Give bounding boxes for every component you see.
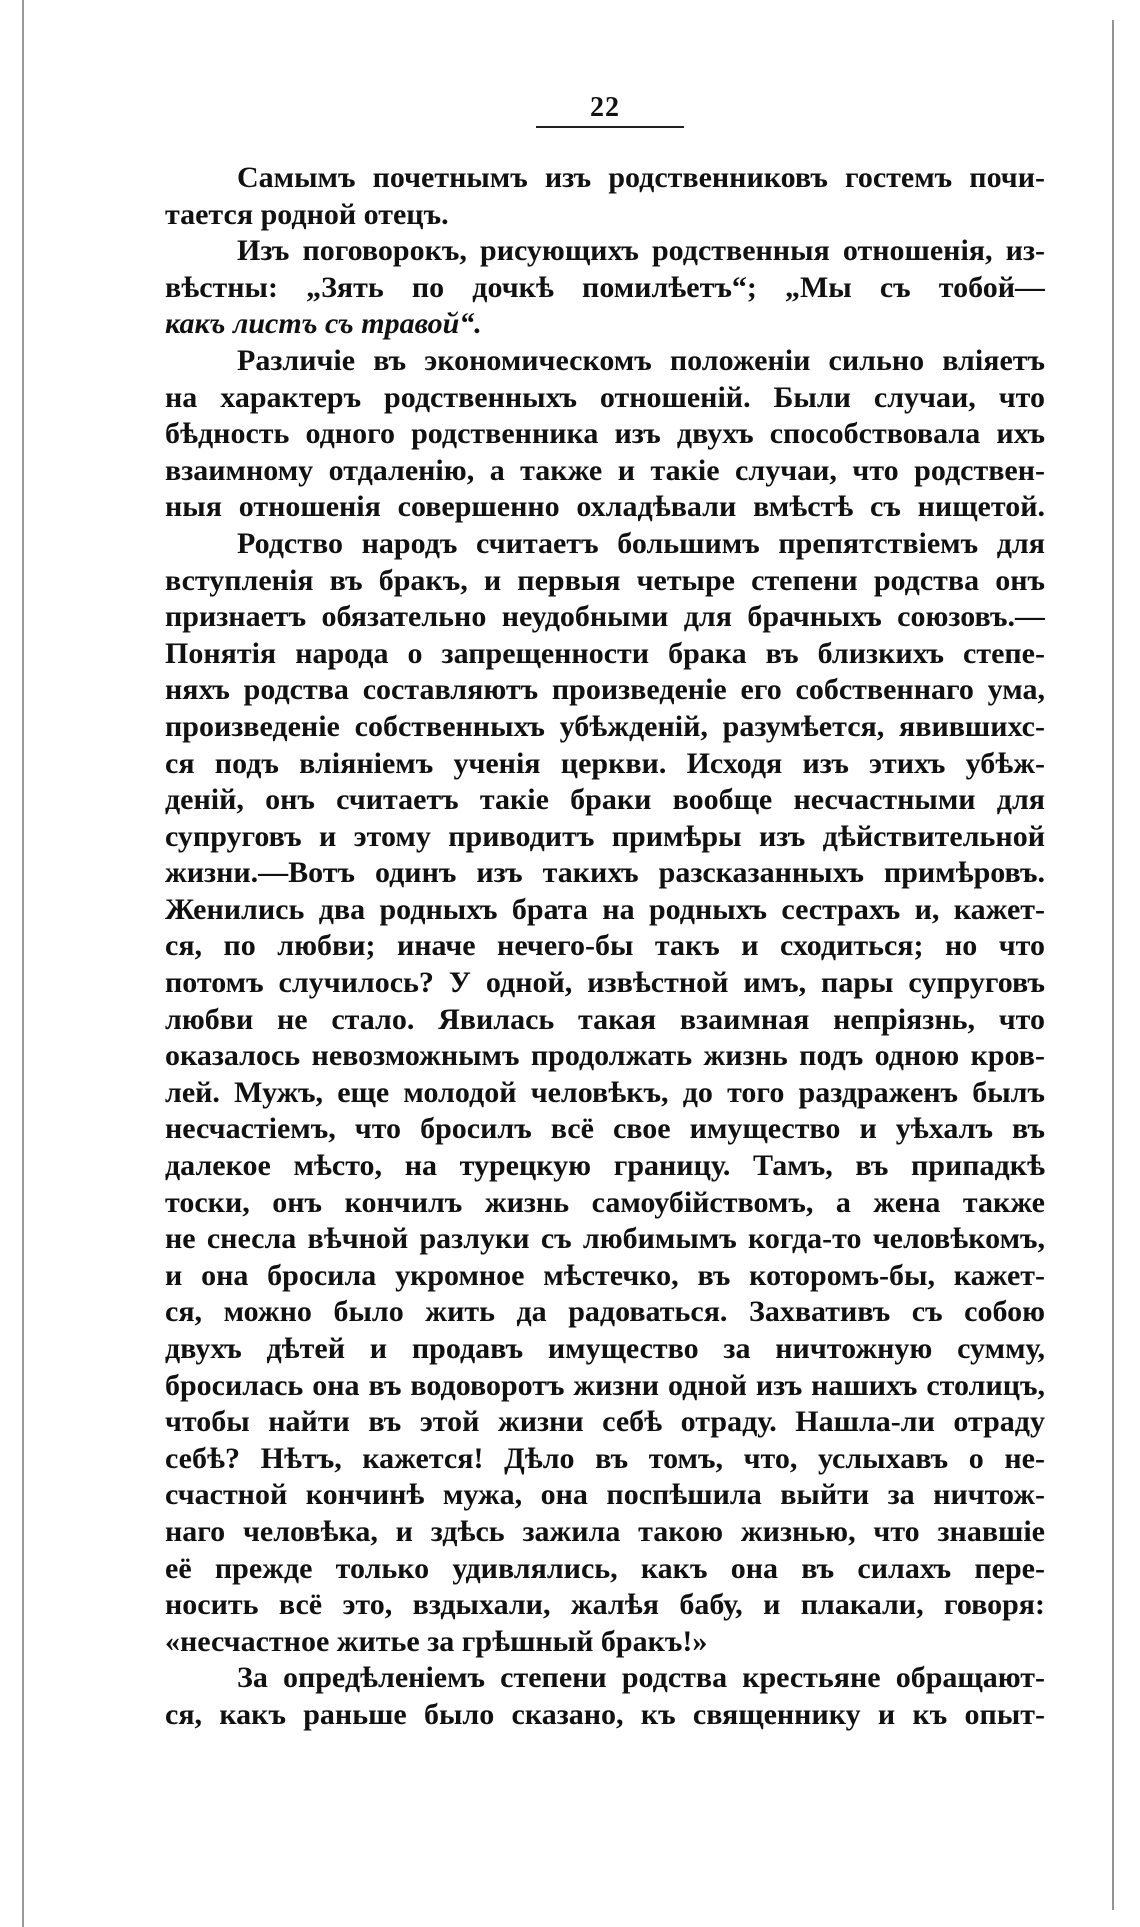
text-line: бросилась она въ водоворотъ жизни одной изъ нашихъ столицъ, <box>165 1368 1045 1402</box>
text-line: ся, какъ раньше было сказано, къ священнику и къ опыт- <box>165 1697 1045 1731</box>
text-line: ся, можно было жить да радоваться. Захвативъ съ собою <box>165 1295 1045 1329</box>
text-line: Изъ поговорокъ, рисующихъ родственныя отношенія, из- <box>237 234 1045 268</box>
text-line: и она бросила укромное мѣстечко, въ которомъ-бы, кажет- <box>165 1258 1045 1292</box>
text-line: Родство народъ считаетъ большимъ препятствіемъ для <box>237 526 1045 560</box>
text-line: лей. Мужъ, еще молодой человѣкъ, до того раздраженъ былъ <box>165 1075 1045 1109</box>
text-line: няхъ родства составляютъ произведеніе его собственнаго ума, <box>165 673 1045 707</box>
text-line: произведеніе собственныхъ убѣжденій, разумѣется, явившихс- <box>165 709 1045 743</box>
text-line: любви не стало. Явилась такая взаимная непріязнь, что <box>165 1002 1045 1036</box>
text-line: её прежде только удивлялись, какъ она въ силахъ пере- <box>165 1551 1045 1585</box>
text-line: Женились два родныхъ брата на родныхъ сестрахъ и, кажет- <box>165 892 1045 926</box>
text-line: Различіе въ экономическомъ положеніи сильно вліяетъ <box>237 343 1045 377</box>
text-line: носить всё это, вздыхали, жалѣя бабу, и плакали, говоря: <box>165 1588 1045 1622</box>
text-line: «несчастное житье за грѣшный бракъ!» <box>165 1624 708 1658</box>
text-line: жизни.—Вотъ одинъ изъ такихъ разсказанныхъ примѣровъ. <box>165 856 1045 890</box>
text-line: двухъ дѣтей и продавъ имущество за ничтожную сумму, <box>165 1332 1045 1365</box>
text-line: признаетъ обязательно неудобными для брачныхъ союзовъ.— <box>165 600 1045 634</box>
text-line: вѣстны: „Зять по дочкѣ помилѣетъ“; „Мы съ тобой— <box>165 270 1045 304</box>
text-line: деній, онъ считаетъ такіе браки вообще несчастными для <box>165 783 1045 817</box>
text-line: Самымъ почетнымъ изъ родственниковъ гостемъ почи- <box>237 161 1045 194</box>
page-number: 22 <box>590 92 620 123</box>
text-line: наго человѣка, и здѣсь зажила такою жизнью, что знавшіе <box>165 1514 1045 1548</box>
page-number-rule <box>536 126 684 128</box>
text-line: какъ листъ съ травой“. <box>165 307 482 341</box>
text-line: чтобы найти въ этой жизни себѣ отраду. Нашла-ли отраду <box>165 1405 1045 1439</box>
text-line: тоски, онъ кончилъ жизнь самоубійствомъ, а жена также <box>165 1185 1045 1219</box>
text-line: бѣдность одного родственника изъ двухъ способствовала ихъ <box>165 417 1045 451</box>
text-line: Понятія народа о запрещенности брака въ близкихъ степе- <box>165 636 1045 670</box>
text-line: себѣ? Нѣтъ, кажется! Дѣло въ томъ, что, услыхавъ о не- <box>165 1441 1045 1475</box>
text-line: потомъ случилось? У одной, извѣстной имъ, пары супруговъ <box>165 966 1045 1000</box>
text-line: счастной кончинѣ мужа, она поспѣшила выйти за ничтож- <box>165 1478 1045 1512</box>
text-line: оказалось невозможнымъ продолжать жизнь подъ одною кров- <box>165 1039 1045 1073</box>
text-line: на характеръ родственныхъ отношеній. Были случаи, что <box>165 380 1045 414</box>
text-line: За опредѣленіемъ степени родства крестьяне обращают- <box>237 1661 1045 1695</box>
text-line: не снесла вѣчной разлуки съ любимымъ когда-то человѣкомъ, <box>165 1222 1045 1256</box>
text-line: далекое мѣсто, на турецкую границу. Тамъ, въ припадкѣ <box>165 1149 1045 1183</box>
text-line: супруговъ и этому приводитъ примѣры изъ дѣйствительной <box>165 819 1045 853</box>
right-page-edge <box>1112 20 1114 1910</box>
body-text <box>165 160 1045 1734</box>
text-line: ныя отношенія совершенно охладѣвали вмѣстѣ съ нищетой. <box>165 490 1045 524</box>
text-line: вступленія въ бракъ, и первыя четыре степени родства онъ <box>165 563 1045 597</box>
text-line: взаимному отдаленію, а также и такіе случаи, что родствен- <box>165 453 1045 487</box>
text-line: несчастіемъ, что бросилъ всё свое имущество и уѣхалъ въ <box>165 1112 1045 1146</box>
text-line: ся, по любви; иначе нечего-бы такъ и сходиться; но что <box>165 929 1045 963</box>
text-line: ся подъ вліяніемъ ученія церкви. Исходя изъ этихъ убѣж- <box>165 746 1045 780</box>
left-page-edge <box>22 0 24 1927</box>
text-line: тается родной отецъ. <box>165 197 449 231</box>
